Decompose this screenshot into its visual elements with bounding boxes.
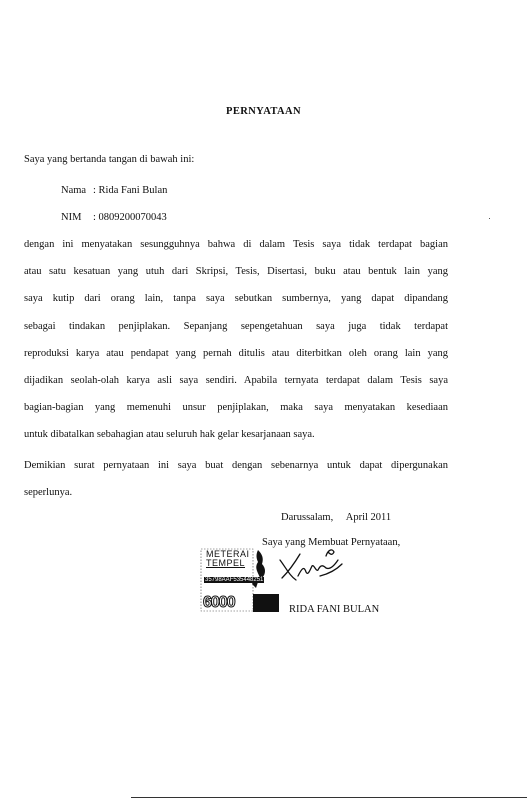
body-line: bagian-bagian yang memenuhi unsur penjiplakan, maka saya menyatakan kesediaan [24, 402, 448, 414]
body-line: reproduksi karya atau pendapat yang pernah ditulis atau diterbitkan oleh orang lain yang [24, 347, 448, 359]
closing-line: seperlunya. [24, 487, 73, 499]
signer-title: Saya yang Membuat Pernyataan, [262, 537, 401, 548]
place-date: Darussalam, April 2011 [281, 512, 392, 523]
stamp-hologram [253, 594, 279, 612]
signature-icon [276, 546, 346, 586]
body-line: saya kutip dari orang lain, tanpa saya sebutkan sumbernya, yang dapat dipandang [24, 293, 448, 305]
nim-value: : 0809200070043 [93, 212, 167, 223]
stamp-label-1: METERAI [206, 549, 250, 559]
intro-text: Saya yang bertanda tangan di bawah ini: [24, 154, 195, 165]
body-line: atau satu kesatuan yang utuh dari Skripsi, Tesis, Disertasi, buku atau bentuk lain yang [24, 266, 448, 278]
closing-line: Demikian surat pernyataan ini saya buat dengan sebenarnya untuk dapat dipergunakan [24, 460, 448, 471]
stamp-value: 6000 [203, 594, 235, 611]
page-bottom-edge [131, 797, 527, 798]
closing-paragraph [24, 459, 448, 513]
body-line: untuk dibatalkan sebahagian atau seluruh hak gelar kesarjanaan saya. [24, 429, 315, 441]
statement-body [24, 238, 448, 456]
name-value: : Rida Fani Bulan [93, 185, 168, 196]
signer-name: RIDA FANI BULAN [289, 604, 380, 615]
name-label: Nama [61, 185, 87, 196]
stamp-serial: 35798AAF535448251 [205, 577, 264, 583]
body-line: dijadikan seolah-olah karya asli saya sendiri. Apabila ternyata terdapat dalam Tesis saya [24, 374, 448, 386]
nim-label: NIM [61, 212, 82, 223]
stamp-label-2: TEMPEL [206, 558, 246, 568]
scan-speck [489, 218, 490, 219]
body-line: sebagai tindakan penjiplakan. Sepanjang sepengetahuan saya juga tidak terdapat [24, 320, 448, 332]
document-title: PERNYATAAN [226, 106, 301, 117]
body-line: dengan ini menyatakan sesungguhnya bahwa di dalam Tesis saya tidak terdapat bagian [24, 239, 448, 250]
